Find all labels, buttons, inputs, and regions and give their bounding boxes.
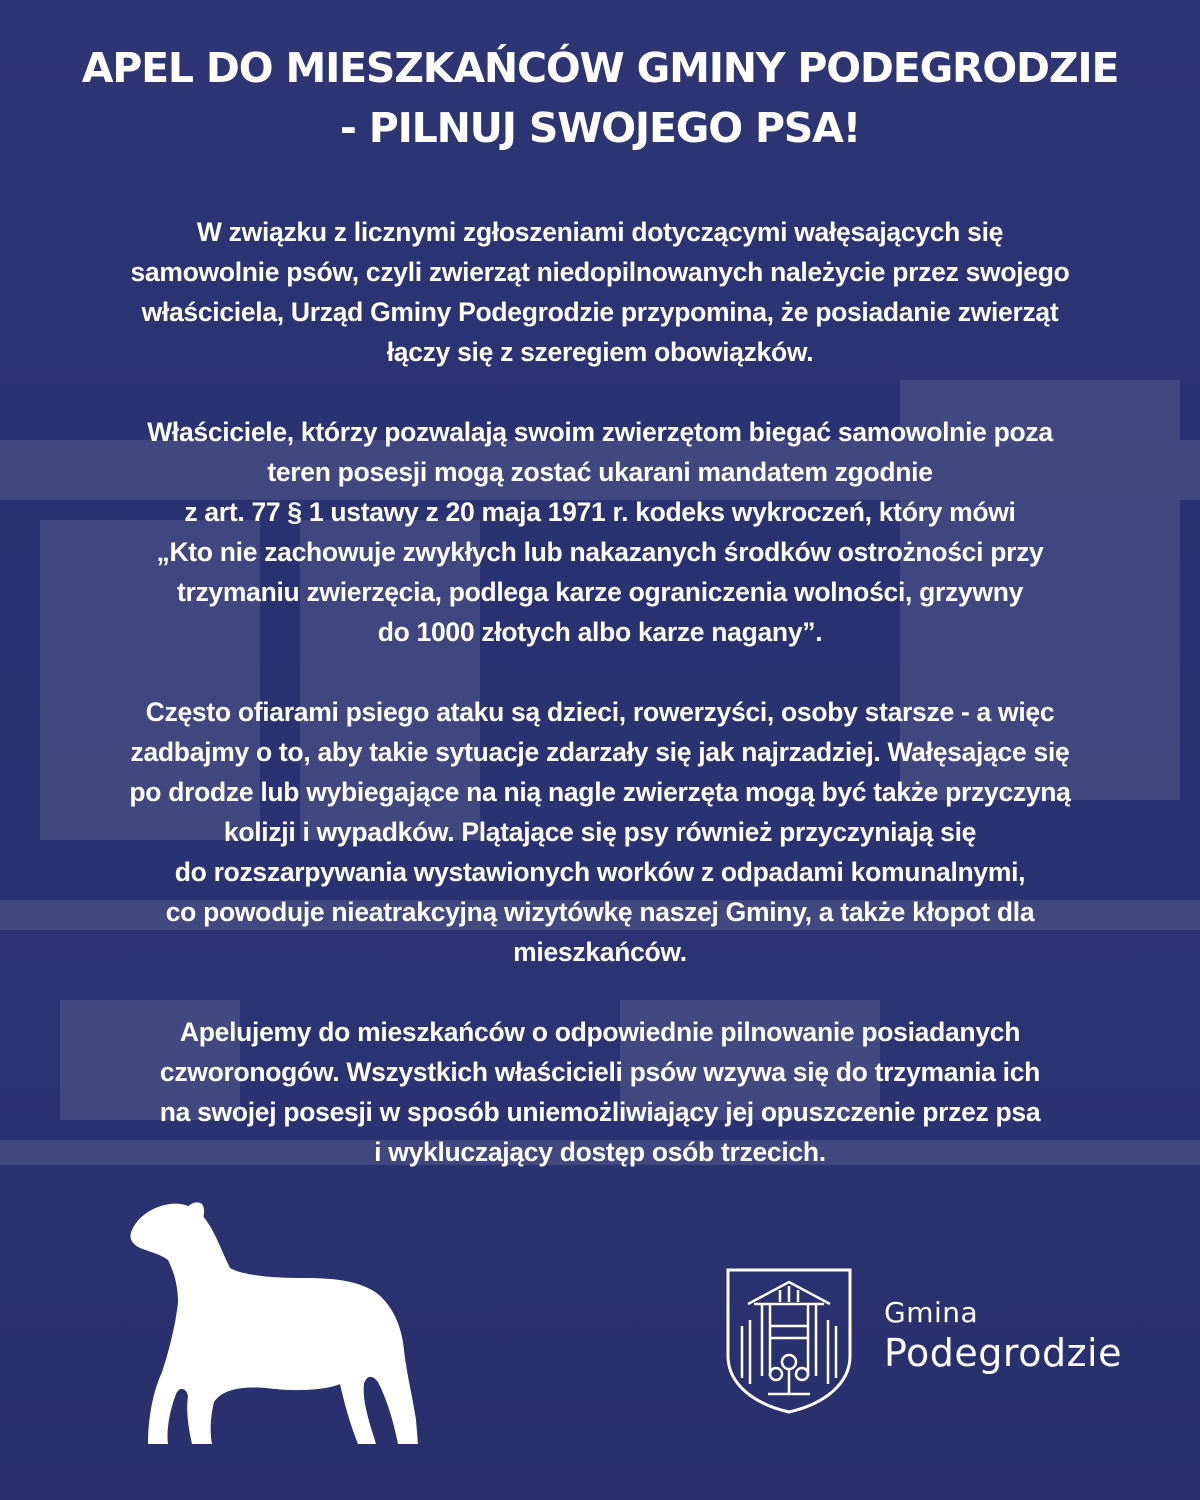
text-line: trzymaniu zwierzęcia, podlega karze ograniczenia wolności, grzywny [176, 577, 1024, 607]
text-line: Apelujemy do mieszkańców o odpowiednie pilnowanie posiadanych [179, 1017, 1021, 1047]
text-line: Właściciele, którzy pozwalają swoim zwierzętom biegać samowolnie poza [147, 417, 1053, 447]
dog-icon [126, 1198, 418, 1446]
text-line: „Kto nie zachowuje zwykłych lub nakazanych środków ostrożności przy [156, 537, 1044, 567]
text-line: czworonogów. Wszystkich właścicieli psów wzywa się do trzymania ich [159, 1057, 1041, 1087]
page-title [40, 38, 1160, 158]
logo-text-big: Podegrodzie [884, 1331, 1122, 1375]
text-line: na swojej posesji w sposób uniemożliwiający jej opuszczenie przez psa [159, 1097, 1041, 1127]
title-line-1: APEL DO MIESZKAŃCÓW GMINY PODEGRODZIE [81, 44, 1119, 92]
text-line: po drodze lub wybiegające na nią nagle zwierzęta mogą być także przyczyną [129, 777, 1071, 807]
municipality-logo [724, 1266, 1164, 1416]
text-line: z art. 77 § 1 ustawy z 20 maja 1971 r. kodeks wykroczeń, który mówi [184, 497, 1016, 527]
text-line: teren posesji mogą zostać ukarani mandatem zgodnie [267, 457, 933, 487]
paragraph-legal [30, 412, 1170, 652]
coat-of-arms-icon [724, 1266, 854, 1416]
title-line-2: - PILNUJ SWOJEGO PSA! [339, 104, 861, 152]
logo-text [884, 1296, 1122, 1376]
text-line: do 1000 złotych albo karze nagany”. [377, 617, 823, 647]
text-line: mieszkańców. [513, 937, 687, 967]
text-line: zadbajmy o to, aby takie sytuacje zdarzały się jak najrzadziej. Wałęsające się [130, 737, 1070, 767]
text-line: właściciela, Urząd Gminy Podegrodzie przypomina, że posiadanie zwierząt [141, 297, 1059, 327]
text-line: samowolnie psów, czyli zwierząt niedopilnowanych należycie przez swojego [130, 257, 1070, 287]
text-line: Często ofiarami psiego ataku są dzieci, rowerzyści, osoby starsze - a więc [145, 697, 1055, 727]
text-line: kolizji i wypadków. Plątające się psy również przyczyniają się [223, 817, 977, 847]
text-line: i wykluczający dostęp osób trzecich. [374, 1137, 826, 1167]
body-text [30, 212, 1170, 1212]
paragraph-risks [30, 692, 1170, 972]
logo-text-small: Gmina [884, 1296, 979, 1329]
text-line: łączy się z szeregiem obowiązków. [386, 337, 814, 367]
paragraph-intro [30, 212, 1170, 372]
text-line: co powoduje nieatrakcyjną wizytówkę naszej Gminy, a także kłopot dla [165, 897, 1035, 927]
text-line: do rozszarpywania wystawionych worków z odpadami komunalnymi, [174, 857, 1026, 887]
paragraph-appeal [30, 1012, 1170, 1172]
text-line: W związku z licznymi zgłoszeniami dotyczącymi wałęsających się [196, 217, 1004, 247]
